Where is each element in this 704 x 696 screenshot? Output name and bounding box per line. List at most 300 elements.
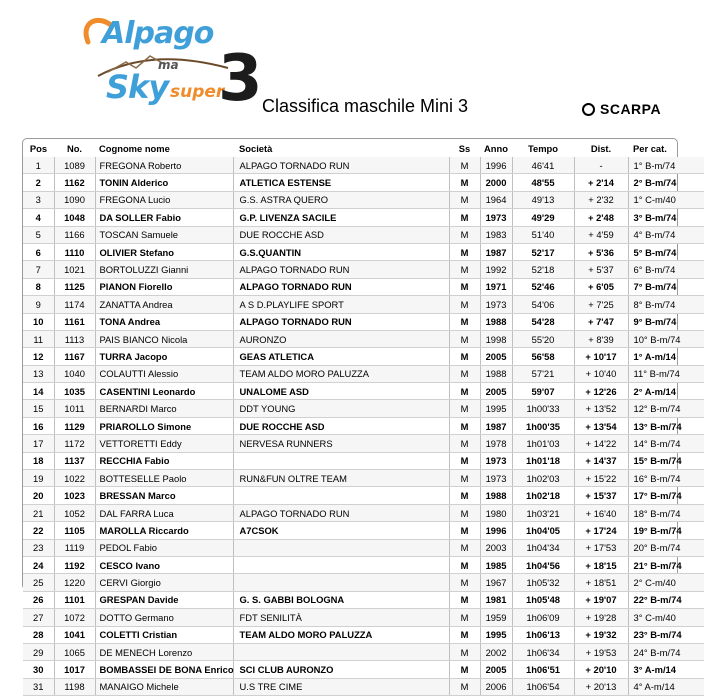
brand-name: SCARPA: [600, 101, 662, 117]
cell-name: DE MENECH Lorenzo: [95, 643, 233, 660]
cell-year: 1987: [480, 243, 512, 260]
cell-society: G.P. LIVENZA SACILE: [233, 209, 449, 226]
cell-sex: M: [449, 157, 480, 174]
cell-name: PRIAROLLO Simone: [95, 417, 233, 434]
cell-year: 1981: [480, 591, 512, 608]
table-row: [23, 556, 704, 573]
cell-society: G.S.QUANTIN: [233, 243, 449, 260]
cell-society: ATLETICA ESTENSE: [233, 174, 449, 191]
cell-pos: 1: [23, 157, 54, 174]
page-title: Classifica maschile Mini 3: [262, 96, 469, 116]
cell-name: PAIS BIANCO Nicola: [95, 330, 233, 347]
cell-number: 1137: [54, 452, 95, 469]
cell-gap: + 18'15: [574, 556, 628, 573]
cell-name: GRESPAN Davide: [95, 591, 233, 608]
cell-pos: 7: [23, 261, 54, 278]
cell-society: ALPAGO TORNADO RUN: [233, 504, 449, 521]
cell-society: ALPAGO TORNADO RUN: [233, 313, 449, 330]
cell-gap: -: [574, 157, 628, 174]
cell-number: 1198: [54, 678, 95, 695]
cell-time: 1h02'03: [512, 470, 574, 487]
cell-number: 1161: [54, 313, 95, 330]
table-row: [23, 574, 704, 591]
cell-time: 49'29: [512, 209, 574, 226]
cell-society: G. S. GABBI BOLOGNA: [233, 591, 449, 608]
cell-gap: + 19'53: [574, 643, 628, 660]
cell-sex: M: [449, 209, 480, 226]
cell-year: 1988: [480, 365, 512, 382]
table-row: [23, 348, 704, 365]
cell-gap: + 13'54: [574, 417, 628, 434]
cell-year: 2005: [480, 383, 512, 400]
cell-gap: + 6'05: [574, 278, 628, 295]
cell-category: 15° B-m/74: [628, 452, 704, 469]
cell-name: DAL FARRA Luca: [95, 504, 233, 521]
cell-pos: 22: [23, 522, 54, 539]
cell-year: 1985: [480, 556, 512, 573]
cell-pos: 2: [23, 174, 54, 191]
table-row: [23, 243, 704, 260]
cell-society: [233, 487, 449, 504]
cell-time: 51'40: [512, 226, 574, 243]
cell-time: 1h06'13: [512, 626, 574, 643]
table-row: [23, 261, 704, 278]
cell-society: [233, 556, 449, 573]
cell-time: 55'20: [512, 330, 574, 347]
cell-gap: + 2'48: [574, 209, 628, 226]
cell-name: MAROLLA Riccardo: [95, 522, 233, 539]
col-header-gap: Dist.: [590, 142, 612, 154]
cell-number: 1022: [54, 470, 95, 487]
cell-name: DOTTO Germano: [95, 609, 233, 626]
cell-time: 1h02'18: [512, 487, 574, 504]
cell-category: 4° A-m/14: [628, 678, 704, 695]
cell-year: 2005: [480, 348, 512, 365]
logo-word-sky: Sky: [106, 68, 169, 106]
table-row: [23, 487, 704, 504]
cell-time: 1h04'56: [512, 556, 574, 573]
cell-sex: M: [449, 296, 480, 313]
table-row: [23, 452, 704, 469]
cell-year: 1988: [480, 313, 512, 330]
cell-sex: M: [449, 504, 480, 521]
cell-time: 1h05'48: [512, 591, 574, 608]
cell-pos: 13: [23, 365, 54, 382]
cell-gap: + 18'51: [574, 574, 628, 591]
cell-name: VETTORETTI Eddy: [95, 435, 233, 452]
cell-year: 2002: [480, 643, 512, 660]
logo-word-super: super: [170, 82, 225, 102]
table-row: [23, 278, 704, 295]
table-row: [23, 400, 704, 417]
cell-time: 48'55: [512, 174, 574, 191]
cell-pos: 31: [23, 678, 54, 695]
cell-time: 1h00'35: [512, 417, 574, 434]
table-row: [23, 609, 704, 626]
cell-number: 1041: [54, 626, 95, 643]
cell-time: 54'28: [512, 313, 574, 330]
cell-society: [233, 452, 449, 469]
cell-gap: + 13'52: [574, 400, 628, 417]
cell-sex: M: [449, 522, 480, 539]
cell-gap: + 12'26: [574, 383, 628, 400]
cell-year: 1980: [480, 504, 512, 521]
cell-pos: 15: [23, 400, 54, 417]
cell-pos: 10: [23, 313, 54, 330]
table-header-row: [23, 139, 704, 157]
cell-sex: M: [449, 261, 480, 278]
cell-name: CESCO Ivano: [95, 556, 233, 573]
cell-gap: + 5'37: [574, 261, 628, 278]
cell-sex: M: [449, 191, 480, 208]
cell-number: 1035: [54, 383, 95, 400]
cell-name: TONA Andrea: [95, 313, 233, 330]
cell-category: 6° B-m/74: [628, 261, 704, 278]
table-row: [23, 626, 704, 643]
cell-category: 8° B-m/74: [628, 296, 704, 313]
cell-category: 4° B-m/74: [628, 226, 704, 243]
cell-pos: 8: [23, 278, 54, 295]
cell-society: [233, 643, 449, 660]
cell-gap: + 14'22: [574, 435, 628, 452]
cell-name: BERNARDI Marco: [95, 400, 233, 417]
cell-category: 5° B-m/74: [628, 243, 704, 260]
cell-gap: + 10'40: [574, 365, 628, 382]
cell-year: 1967: [480, 574, 512, 591]
col-header-name: Cognome nome: [99, 142, 170, 154]
cell-year: 1978: [480, 435, 512, 452]
cell-time: 49'13: [512, 191, 574, 208]
cell-pos: 4: [23, 209, 54, 226]
cell-name: DA SOLLER Fabio: [95, 209, 233, 226]
cell-name: ZANATTA Andrea: [95, 296, 233, 313]
cell-name: FREGONA Roberto: [95, 157, 233, 174]
cell-sex: M: [449, 243, 480, 260]
cell-number: 1192: [54, 556, 95, 573]
col-header-time: Tempo: [527, 142, 559, 154]
cell-society: TEAM ALDO MORO PALUZZA: [233, 626, 449, 643]
cell-time: 54'06: [512, 296, 574, 313]
table-row: [23, 226, 704, 243]
cell-pos: 20: [23, 487, 54, 504]
cell-pos: 17: [23, 435, 54, 452]
cell-year: 1973: [480, 470, 512, 487]
cell-time: 52'18: [512, 261, 574, 278]
cell-gap: + 2'14: [574, 174, 628, 191]
col-header-pos: Pos: [29, 142, 48, 154]
col-header-year: Anno: [484, 142, 508, 154]
cell-year: 1973: [480, 452, 512, 469]
cell-category: 12° B-m/74: [628, 400, 704, 417]
cell-time: 1h05'32: [512, 574, 574, 591]
cell-time: 46'41: [512, 157, 574, 174]
cell-society: A S D.PLAYLIFE SPORT: [233, 296, 449, 313]
cell-society: UNALOME ASD: [233, 383, 449, 400]
cell-category: 1° C-m/40: [628, 191, 704, 208]
cell-year: 2006: [480, 678, 512, 695]
cell-society: DDT YOUNG: [233, 400, 449, 417]
cell-number: 1119: [54, 539, 95, 556]
cell-year: 1973: [480, 296, 512, 313]
cell-year: 1971: [480, 278, 512, 295]
logo-mark: ma: [158, 58, 179, 72]
cell-gap: + 5'36: [574, 243, 628, 260]
cell-number: 1089: [54, 157, 95, 174]
cell-name: TURRA Jacopo: [95, 348, 233, 365]
cell-sex: M: [449, 661, 480, 678]
cell-society: GEAS ATLETICA: [233, 348, 449, 365]
cell-sex: M: [449, 226, 480, 243]
cell-sex: M: [449, 574, 480, 591]
cell-sex: M: [449, 174, 480, 191]
cell-society: [233, 539, 449, 556]
col-header-number: No.: [66, 142, 83, 154]
cell-number: 1023: [54, 487, 95, 504]
cell-number: 1174: [54, 296, 95, 313]
cell-number: 1162: [54, 174, 95, 191]
cell-category: 14° B-m/74: [628, 435, 704, 452]
cell-category: 3° B-m/74: [628, 209, 704, 226]
cell-time: 1h06'09: [512, 609, 574, 626]
cell-category: 20° B-m/74: [628, 539, 704, 556]
cell-year: 1973: [480, 209, 512, 226]
cell-pos: 29: [23, 643, 54, 660]
cell-sex: M: [449, 452, 480, 469]
cell-category: 1° B-m/74: [628, 157, 704, 174]
cell-society: ALPAGO TORNADO RUN: [233, 261, 449, 278]
cell-category: 2° A-m/14: [628, 383, 704, 400]
table-row: [23, 174, 704, 191]
cell-name: PIANON Fiorello: [95, 278, 233, 295]
cell-category: 22° B-m/74: [628, 591, 704, 608]
cell-time: 52'17: [512, 243, 574, 260]
cell-number: 1110: [54, 243, 95, 260]
cell-gap: + 19'28: [574, 609, 628, 626]
cell-sex: M: [449, 626, 480, 643]
event-logo: [78, 12, 263, 134]
cell-sex: M: [449, 330, 480, 347]
table-row: [23, 383, 704, 400]
cell-year: 2003: [480, 539, 512, 556]
cell-category: 16° B-m/74: [628, 470, 704, 487]
cell-time: 1h01'03: [512, 435, 574, 452]
table-row: [23, 313, 704, 330]
cell-society: ALPAGO TORNADO RUN: [233, 157, 449, 174]
cell-time: 1h06'54: [512, 678, 574, 695]
cell-time: 1h03'21: [512, 504, 574, 521]
cell-society: G.S. ASTRA QUERO: [233, 191, 449, 208]
cell-society: [233, 574, 449, 591]
cell-year: 1996: [480, 157, 512, 174]
cell-time: 1h04'34: [512, 539, 574, 556]
cell-year: 1987: [480, 417, 512, 434]
cell-pos: 11: [23, 330, 54, 347]
cell-category: 3° C-m/40: [628, 609, 704, 626]
cell-sex: M: [449, 678, 480, 695]
results-body: [23, 157, 704, 696]
cell-number: 1052: [54, 504, 95, 521]
table-row: [23, 296, 704, 313]
table-row: [23, 678, 704, 695]
cell-category: 11° B-m/74: [628, 365, 704, 382]
cell-time: 1h06'51: [512, 661, 574, 678]
cell-name: FREGONA Lucio: [95, 191, 233, 208]
cell-pos: 12: [23, 348, 54, 365]
cell-society: AURONZO: [233, 330, 449, 347]
cell-time: 1h06'34: [512, 643, 574, 660]
cell-number: 1105: [54, 522, 95, 539]
brand-logo: [582, 101, 661, 117]
cell-year: 1998: [480, 330, 512, 347]
cell-name: COLETTI Cristian: [95, 626, 233, 643]
cell-category: 21° B-m/74: [628, 556, 704, 573]
cell-category: 7° B-m/74: [628, 278, 704, 295]
cell-category: 1° A-m/14: [628, 348, 704, 365]
results-table-container: [22, 138, 682, 693]
cell-sex: M: [449, 539, 480, 556]
cell-time: 56'58: [512, 348, 574, 365]
cell-name: TONIN Alderico: [95, 174, 233, 191]
cell-number: 1125: [54, 278, 95, 295]
cell-gap: + 15'22: [574, 470, 628, 487]
cell-society: ALPAGO TORNADO RUN: [233, 278, 449, 295]
cell-gap: + 4'59: [574, 226, 628, 243]
cell-gap: + 20'10: [574, 661, 628, 678]
cell-number: 1113: [54, 330, 95, 347]
cell-year: 1995: [480, 626, 512, 643]
cell-name: CERVI Giorgio: [95, 574, 233, 591]
cell-number: 1048: [54, 209, 95, 226]
table-row: [23, 191, 704, 208]
cell-number: 1090: [54, 191, 95, 208]
cell-year: 1983: [480, 226, 512, 243]
cell-category: 18° B-m/74: [628, 504, 704, 521]
cell-sex: M: [449, 487, 480, 504]
cell-sex: M: [449, 383, 480, 400]
cell-name: RECCHIA Fabio: [95, 452, 233, 469]
cell-pos: 23: [23, 539, 54, 556]
cell-society: NERVESA RUNNERS: [233, 435, 449, 452]
table-row: [23, 417, 704, 434]
cell-category: 2° C-m/40: [628, 574, 704, 591]
cell-category: 9° B-m/74: [628, 313, 704, 330]
cell-society: DUE ROCCHE ASD: [233, 417, 449, 434]
cell-category: 17° B-m/74: [628, 487, 704, 504]
cell-name: BOMBASSEI DE BONA Enrico: [95, 661, 233, 678]
cell-year: 1988: [480, 487, 512, 504]
cell-year: 2000: [480, 174, 512, 191]
cell-name: BRESSAN Marco: [95, 487, 233, 504]
cell-number: 1167: [54, 348, 95, 365]
cell-category: 2° B-m/74: [628, 174, 704, 191]
table-row: [23, 435, 704, 452]
cell-year: 1959: [480, 609, 512, 626]
cell-number: 1129: [54, 417, 95, 434]
cell-number: 1166: [54, 226, 95, 243]
cell-year: 2005: [480, 661, 512, 678]
cell-gap: + 16'40: [574, 504, 628, 521]
cell-gap: + 14'37: [574, 452, 628, 469]
cell-pos: 24: [23, 556, 54, 573]
logo-number: 3: [218, 42, 263, 116]
cell-year: 1995: [480, 400, 512, 417]
col-header-category: Per cat.: [633, 142, 667, 154]
cell-pos: 25: [23, 574, 54, 591]
cell-pos: 28: [23, 626, 54, 643]
cell-year: 1996: [480, 522, 512, 539]
cell-society: SCI CLUB AURONZO: [233, 661, 449, 678]
cell-gap: + 20'13: [574, 678, 628, 695]
cell-number: 1065: [54, 643, 95, 660]
cell-society: DUE ROCCHE ASD: [233, 226, 449, 243]
table-row: [23, 643, 704, 660]
cell-category: 23° B-m/74: [628, 626, 704, 643]
cell-pos: 27: [23, 609, 54, 626]
col-header-sex: Ss: [458, 142, 471, 154]
cell-time: 1h00'33: [512, 400, 574, 417]
cell-time: 57'21: [512, 365, 574, 382]
cell-number: 1072: [54, 609, 95, 626]
cell-pos: 18: [23, 452, 54, 469]
table-row: [23, 470, 704, 487]
table-row: [23, 661, 704, 678]
cell-year: 1964: [480, 191, 512, 208]
cell-gap: + 19'07: [574, 591, 628, 608]
cell-gap: + 10'17: [574, 348, 628, 365]
cell-gap: + 17'24: [574, 522, 628, 539]
cell-pos: 3: [23, 191, 54, 208]
cell-sex: M: [449, 470, 480, 487]
cell-sex: M: [449, 556, 480, 573]
cell-name: CASENTINI Leonardo: [95, 383, 233, 400]
cell-sex: M: [449, 417, 480, 434]
cell-gap: + 19'32: [574, 626, 628, 643]
cell-name: TOSCAN Samuele: [95, 226, 233, 243]
cell-time: 1h01'18: [512, 452, 574, 469]
cell-number: 1220: [54, 574, 95, 591]
cell-gap: + 15'37: [574, 487, 628, 504]
cell-gap: + 2'32: [574, 191, 628, 208]
cell-name: COLAUTTI Alessio: [95, 365, 233, 382]
cell-name: MANAIGO Michele: [95, 678, 233, 695]
cell-pos: 26: [23, 591, 54, 608]
cell-society: TEAM ALDO MORO PALUZZA: [233, 365, 449, 382]
cell-category: 3° A-m/14: [628, 661, 704, 678]
logo-word-alpago: Alpago: [102, 16, 214, 51]
cell-sex: M: [449, 348, 480, 365]
table-row: [23, 591, 704, 608]
cell-pos: 19: [23, 470, 54, 487]
cell-pos: 9: [23, 296, 54, 313]
cell-sex: M: [449, 278, 480, 295]
cell-time: 1h04'05: [512, 522, 574, 539]
cell-category: 24° B-m/74: [628, 643, 704, 660]
cell-year: 1992: [480, 261, 512, 278]
cell-name: PEDOL Fabio: [95, 539, 233, 556]
table-row: [23, 365, 704, 382]
table-row: [23, 330, 704, 347]
cell-society: U.S TRE CIME: [233, 678, 449, 695]
cell-society: A7CSOK: [233, 522, 449, 539]
cell-sex: M: [449, 609, 480, 626]
table-row: [23, 209, 704, 226]
cell-gap: + 7'47: [574, 313, 628, 330]
cell-category: 19° B-m/74: [628, 522, 704, 539]
cell-number: 1172: [54, 435, 95, 452]
table-row: [23, 522, 704, 539]
brand-circle-icon: [582, 103, 595, 116]
cell-pos: 14: [23, 383, 54, 400]
